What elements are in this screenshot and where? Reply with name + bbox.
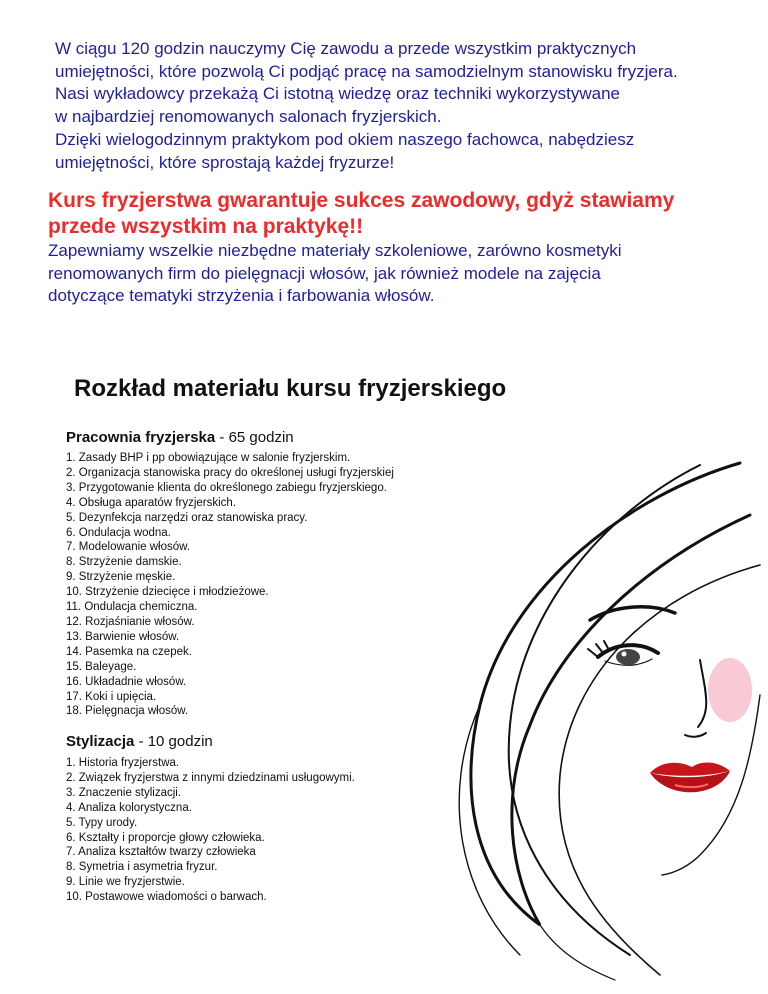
topic-item: 3. Znaczenie stylizacji.	[66, 786, 182, 799]
topic-item: 13. Barwienie włosów.	[66, 630, 180, 643]
topic-item: 4. Obsługa aparatów fryzjerskich.	[66, 496, 237, 509]
hair-strand	[471, 463, 750, 925]
topic-item: 10. Postawowe wiadomości o barwach.	[66, 891, 267, 904]
topic-item: 2. Związek fryzjerstwa z innymi dziedzinami usługowymi.	[66, 771, 355, 784]
headline-line: Kurs fryzjerstwa gwarantuje sukces zawodowy, gdyż stawiamy	[48, 189, 675, 212]
materials-line: renomowanych firm do pielęgnacji włosów, jak również modele na zajęcia	[48, 263, 601, 283]
topic-item: 5. Typy urody.	[66, 816, 138, 829]
section-heading-styling	[66, 733, 213, 750]
topic-item: 14. Pasemka na czepek.	[66, 645, 192, 658]
eye-iris	[616, 649, 640, 665]
topic-item: 8. Strzyżenie damskie.	[66, 556, 182, 569]
topic-item: 9. Linie we fryzjerstwie.	[66, 876, 185, 889]
intro-paragraph	[55, 38, 755, 174]
section-name: Pracownia fryzjerska	[66, 429, 216, 446]
woman-face-illustration	[400, 455, 768, 985]
topic-item: 1. Historia fryzjerstwa.	[66, 757, 180, 769]
section-hours: - 10 godzin	[134, 733, 213, 750]
topic-item: 4. Analiza kolorystyczna.	[66, 801, 192, 814]
section-name: Stylizacja	[66, 733, 135, 750]
topic-item: 1. Zasady BHP i pp obowiązujące w salonie fryzjerskim.	[66, 452, 351, 464]
topic-item: 5. Dezynfekcja narzędzi oraz stanowiska pracy.	[66, 511, 308, 524]
topic-item: 7. Modelowanie włosów.	[66, 541, 191, 554]
topic-item: 2. Organizacja stanowiska pracy do określonej usługi fryzjerskiej	[66, 466, 394, 479]
materials-line: dotyczące tematyki strzyżenia i farbowania włosów.	[48, 286, 435, 306]
materials-line: Zapewniamy wszelkie niezbędne materiały szkoleniowe, zarówno kosmetyki	[48, 241, 622, 260]
topic-item: 11. Ondulacja chemiczna.	[66, 601, 198, 614]
nose	[685, 660, 706, 737]
topic-item: 9. Strzyżenie męskie.	[66, 571, 176, 584]
topic-item: 12. Rozjaśnianie włosów.	[66, 615, 195, 628]
topic-item: 16. Układadnie włosów.	[66, 675, 187, 688]
section-heading-salon	[66, 429, 294, 446]
topic-item: 8. Symetria i asymetria fryzur.	[66, 861, 218, 874]
topic-item: 6. Kształty i proporcje głowy człowieka.	[66, 831, 265, 844]
lips	[650, 762, 730, 792]
eye-highlight	[622, 652, 627, 657]
intro-line: Nasi wykładowcy przekażą Ci istotną wiedzę oraz techniki wykorzystywane	[55, 84, 620, 104]
headline	[48, 188, 758, 240]
materials-paragraph	[48, 240, 758, 308]
intro-line: w najbardziej renomowanych salonach fryzjerskich.	[55, 107, 442, 127]
intro-line: umiejętności, które sprostają każdej fryzurze!	[55, 152, 395, 172]
blush	[708, 658, 752, 722]
topic-item: 17. Koki i upięcia.	[66, 690, 157, 703]
intro-line: umiejętności, które pozwolą Ci podjąć pracę na samodzielnym stanowisku fryzjera.	[55, 61, 678, 81]
topic-item: 3. Przygotowanie klienta do określonego zabiegu fryzjerskiego.	[66, 481, 387, 494]
styling-topic-list	[66, 756, 355, 905]
topic-item: 15. Baleyage.	[66, 660, 137, 673]
program-title: Rozkład materiału kursu fryzjerskiego	[74, 375, 507, 402]
intro-line: Dzięki wielogodzinnym praktykom pod okiem naszego fachowca, nabędziesz	[55, 129, 635, 149]
intro-line: W ciągu 120 godzin nauczymy Cię zawodu a przede wszystkim praktycznych	[55, 39, 637, 58]
headline-line: przede wszystkim na praktykę!!	[48, 215, 364, 238]
upper-lip	[650, 762, 730, 775]
topic-item: 6. Ondulacja wodna.	[66, 526, 171, 539]
salon-topic-list	[66, 451, 394, 719]
section-hours: - 65 godzin	[215, 429, 294, 446]
hair-strand	[540, 925, 615, 980]
topic-item: 18. Pielęgnacja włosów.	[66, 705, 189, 718]
topic-item: 10. Strzyżenie dziecięce i młodzieżowe.	[66, 586, 269, 599]
topic-item: 7. Analiza kształtów twarzy człowieka	[66, 846, 256, 859]
